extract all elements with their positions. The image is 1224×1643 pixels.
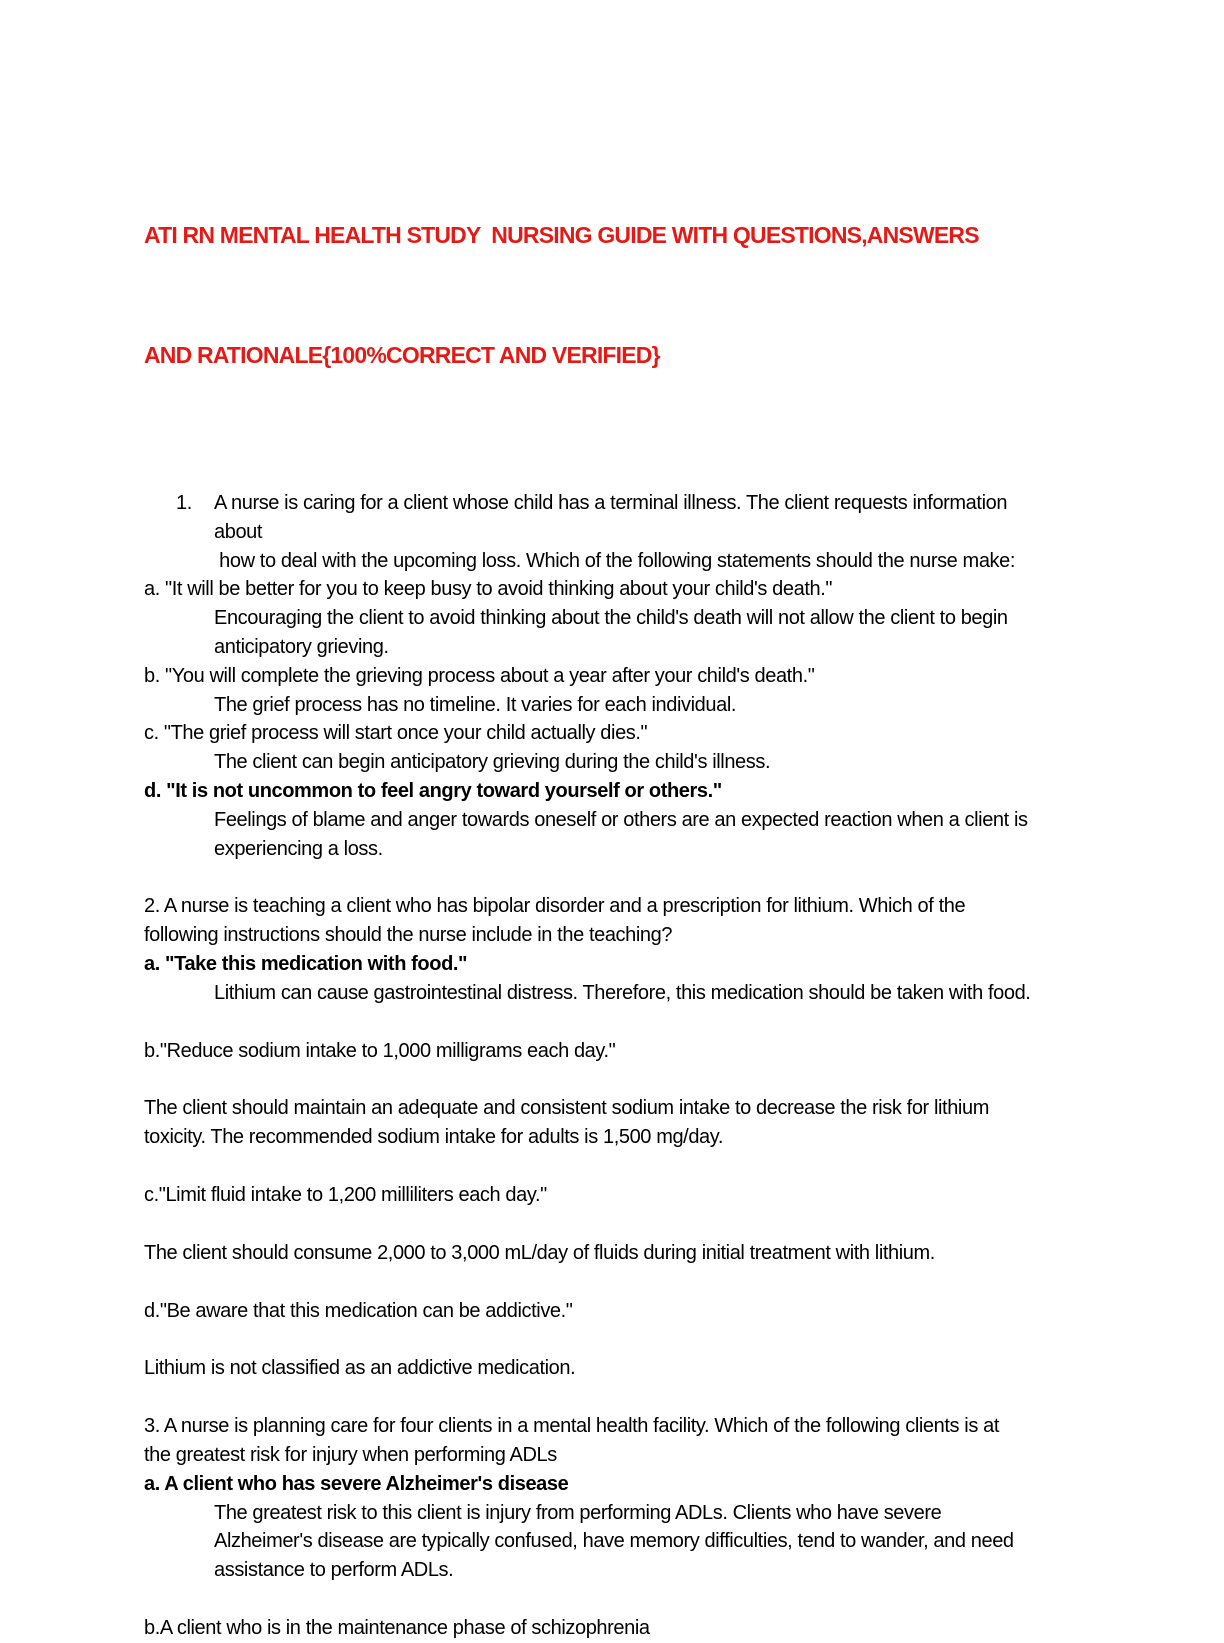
- q3-stem-line-2: the greatest risk for injury when performing ADLs: [144, 1443, 557, 1466]
- q1-option-a: a. "It will be better for you to keep busy to avoid thinking about your child's death.": [144, 578, 833, 601]
- q1-rationale-d-line-2: experiencing a loss.: [214, 837, 383, 860]
- q2-rationale-b-line-1: The client should maintain an adequate and consistent sodium intake to decrease the risk for lithium: [144, 1097, 989, 1120]
- q2-rationale-a: Lithium can cause gastrointestinal distress. Therefore, this medication should be taken with food.: [214, 981, 1031, 1004]
- q1-option-c: c. "The grief process will start once your child actually dies.": [144, 722, 648, 745]
- q2-rationale-b-line-2: toxicity. The recommended sodium intake for adults is 1,500 mg/day.: [144, 1126, 724, 1149]
- q2-stem-line-2: following instructions should the nurse include in the teaching?: [144, 924, 673, 947]
- q1-rationale-b: The grief process has no timeline. It varies for each individual.: [214, 693, 737, 716]
- q1-stem-line-3: how to deal with the upcoming loss. Which of the following statements should the nurse make:: [214, 549, 1016, 572]
- q1-rationale-a-line-1: Encouraging the client to avoid thinking about the child's death will not allow the client to begin: [214, 607, 1008, 630]
- q2-option-c: c."Limit fluid intake to 1,200 milliliters each day.": [144, 1183, 547, 1206]
- q1-stem-line-2: about: [214, 520, 263, 543]
- q3-option-a-correct: a. A client who has severe Alzheimer's disease: [144, 1472, 569, 1495]
- document-body: [144, 489, 1194, 1643]
- q3-rationale-a-line-3: assistance to perform ADLs.: [214, 1559, 454, 1582]
- document-title-line-1: ATI RN MENTAL HEALTH STUDY NURSING GUIDE WITH QUESTIONS,ANSWERS: [144, 222, 979, 248]
- document-title-line-2: AND RATIONALE{100%CORRECT AND VERIFIED}: [144, 342, 660, 368]
- q2-stem-line-1: 2. A nurse is teaching a client who has bipolar disorder and a prescription for lithium. Which of the: [144, 895, 966, 918]
- q1-list-number: 1.: [176, 492, 192, 514]
- q1-option-b: b. "You will complete the grieving process about a year after your child's death.": [144, 664, 815, 687]
- q2-rationale-c: The client should consume 2,000 to 3,000 mL/day of fluids during initial treatment with lithium.: [144, 1241, 935, 1264]
- q3-rationale-a-line-1: The greatest risk to this client is injury from performing ADLs. Clients who have severe: [214, 1501, 942, 1524]
- q1-rationale-a-line-2: anticipatory grieving.: [214, 635, 389, 658]
- q3-stem-line-1: 3. A nurse is planning care for four clients in a mental health facility. Which of the following clients is at: [144, 1415, 999, 1438]
- q3-rationale-a-line-2: Alzheimer's disease are typically confused, have memory difficulties, tend to wander, and need: [214, 1530, 1014, 1553]
- q2-option-b: b."Reduce sodium intake to 1,000 milligrams each day.": [144, 1039, 616, 1062]
- document-title: [144, 135, 1194, 455]
- q1-stem-text: A nurse is caring for a client whose child has a terminal illness. The client requests information: [214, 492, 1008, 514]
- q1-rationale-c: The client can begin anticipatory grieving during the child's illness.: [214, 751, 771, 774]
- q1-stem-line-1: [144, 489, 1194, 518]
- q1-option-d-correct: d. "It is not uncommon to feel angry toward yourself or others.": [144, 779, 722, 802]
- q1-rationale-d-line-1: Feelings of blame and anger towards oneself or others are an expected reaction when a client is: [214, 808, 1028, 831]
- q2-option-a-correct: a. "Take this medication with food.": [144, 952, 468, 975]
- q2-option-d: d."Be aware that this medication can be addictive.": [144, 1299, 573, 1322]
- q3-option-b: b.A client who is in the maintenance phase of schizophrenia: [144, 1616, 650, 1639]
- q2-rationale-d: Lithium is not classified as an addictive medication.: [144, 1357, 576, 1380]
